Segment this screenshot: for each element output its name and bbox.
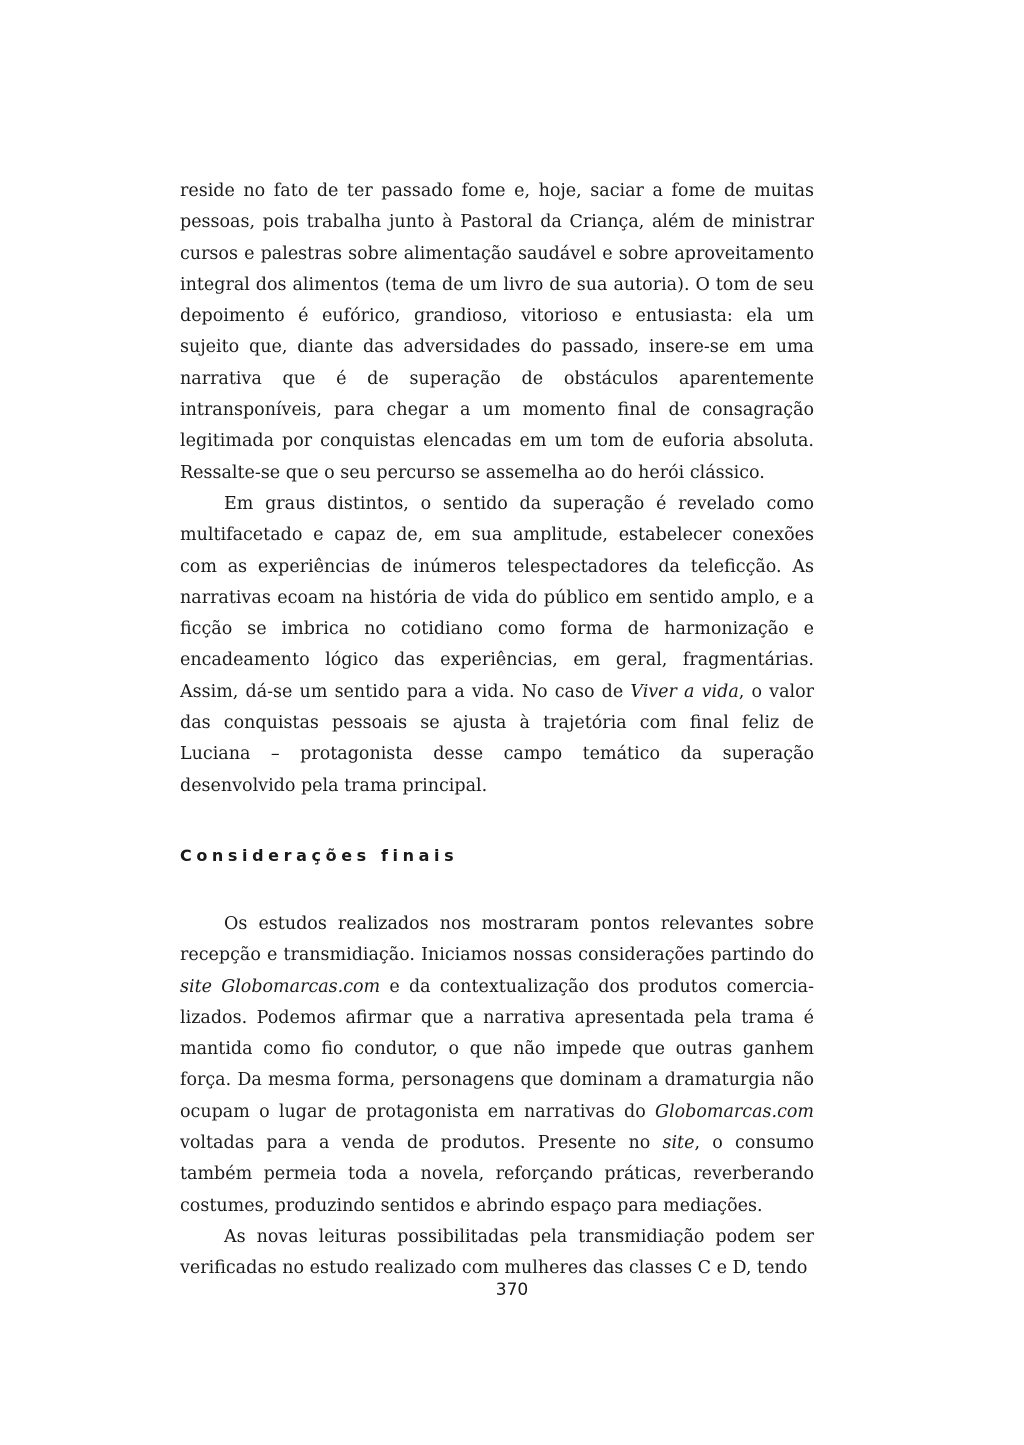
paragraph-3-part-2: e da contextualização dos produtos comercia-lizados. Podemos afirmar que a narrativa apresentada pela trama é mantida como fio condutor, o que não impede que outras ganhem força. Da mesma forma, personagens que dominam a dramaturgia não ocupam o lugar de protagonista em narrativas do [180, 976, 814, 1122]
novel-title: Viver a vida [630, 681, 739, 702]
paragraph-2 [180, 489, 814, 802]
brand-name-1: Globomarcas.com [221, 976, 381, 997]
page-number: 370 [495, 1280, 529, 1300]
paragraph-4-text: As novas leituras possibilitadas pela transmidiação podem ser verificadas no estudo realizado com mulheres das classes C e D, tendo [180, 1226, 814, 1279]
paragraph-4 [180, 1222, 814, 1285]
site-word-2: site [662, 1133, 695, 1154]
site-word-1: site [180, 976, 212, 997]
paragraph-2-part-2: , o valor das conquistas pessoais se ajusta à trajetória com final feliz de Luciana – protagonista desse campo temático da superação desenvolvido pela trama principal. [180, 681, 814, 796]
paragraph-1-text: reside no fato de ter passado fome e, hoje, saciar a fome de muitas pessoas, pois trabalha junto à Pastoral da Criança, além de ministrar cursos e palestras sobre alimentação saudável e sobre aproveitamento integral dos alimentos (tema de um livro de sua autoria). O tom de seu depoimento é eufórico, grandioso, vitorioso e entusiasta: ela um sujeito que, diante das adversidades do passado, insere-se em uma narrativa que é de superação de obstáculos aparentemente intransponíveis, para chegar a um momento final de consagração legitimada por conquistas elencadas em um tom de euforia absoluta. Ressalte-se que o seu percurso se assemelha ao do herói clássico. [180, 181, 814, 483]
paragraph-3-part-1: Os estudos realizados nos mostraram pontos relevantes sobre recepção e transmidiação. Iniciamos nossas considerações partindo do [180, 913, 814, 966]
page-body [180, 176, 814, 1285]
section-heading: Considerações finais [180, 845, 459, 865]
paragraph-3 [180, 909, 814, 1222]
brand-name-2: Globomarcas.com [655, 1101, 814, 1122]
paragraph-3-part-3: voltadas para a venda de produtos. Presente no [180, 1133, 663, 1154]
paragraph-2-part-1: Em graus distintos, o sentido da superação é revelado como multifacetado e capaz de, em sua amplitude, estabelecer conexões com as experiências de inúmeros telespectadores da teleficção. As narrativas ecoam na história de vida do público em sentido amplo, e a ficção se imbrica no cotidiano como forma de harmonização e encadeamento lógico das experiências, em geral, fragmentárias. Assim, dá-se um sentido para a vida. No caso de [180, 493, 814, 702]
paragraph-1 [180, 176, 814, 489]
paragraph-3-part-4: , o consumo também permeia toda a novela, reforçando práticas, reverberando costumes, produzindo sentidos e abrindo espaço para mediações. [180, 1133, 814, 1216]
